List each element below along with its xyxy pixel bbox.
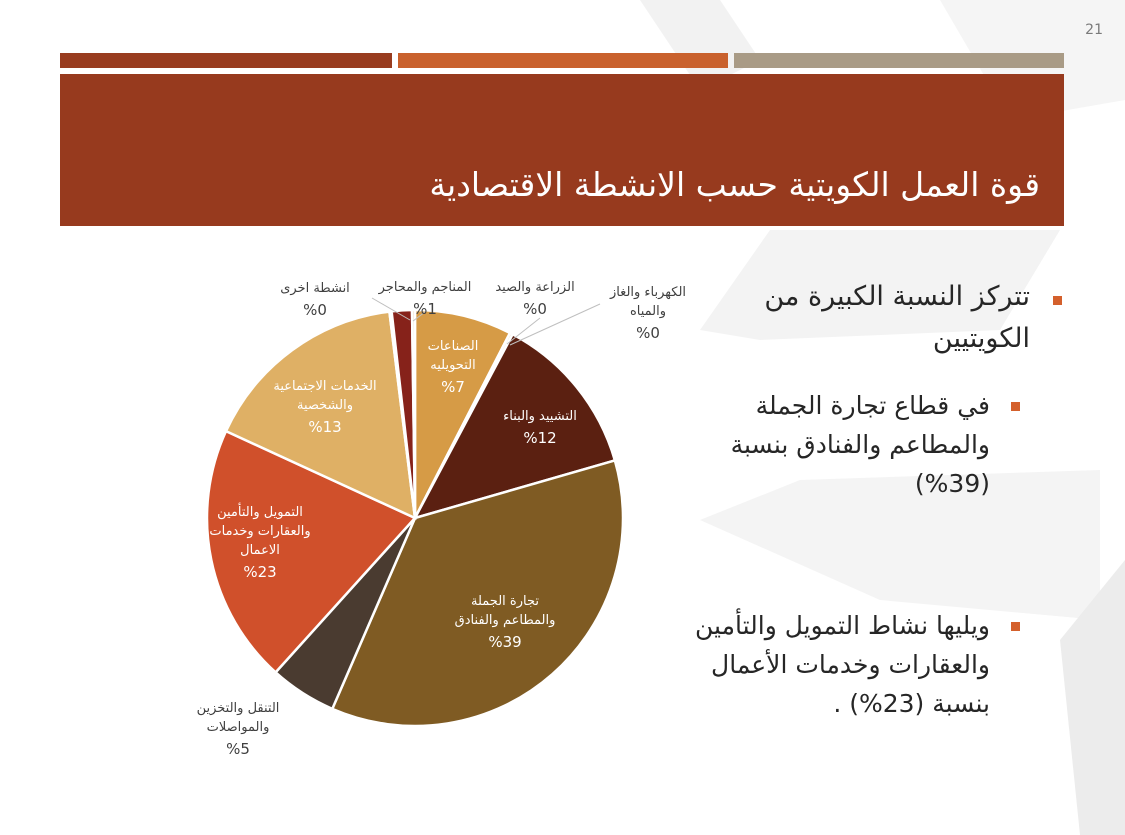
slice-label: تجارة الجملة والمطاعم والفنادق %39 [454,594,556,651]
bullet-text: ويليها نشاط التمويل والتأمين والعقارات وخدمات الأعمال بنسبة (23%) . [695,611,990,718]
slice-label: التشييد والبناء %12 [503,409,577,447]
slice-label: الخدمات الاجتماعية والشخصية %13 [273,379,377,436]
slice-label: التمويل والتأمين والعقارات وخدمات الاعمال %23 [209,505,311,581]
slide-title: قوة العمل الكويتية حسب الانشطة الاقتصادية [429,165,1040,204]
slice-label: الزراعة والصيد %0 [495,280,575,318]
bullet-text: في قطاع تجارة الجملة والمطاعم والفنادق بنسبة (39%) [730,391,990,498]
slice-label: انشطة اخرى %0 [280,281,350,319]
slice-label: الصناعات التحويليه %7 [427,339,479,396]
slice-label: الكهرباء والغاز والمياه %0 [609,285,687,342]
slide-number: 21 [1085,22,1103,38]
slice-label: المناجم والمحاجر %1 [378,280,472,318]
slice-label: التنقل والتخزين والمواصلات %5 [196,701,280,758]
bullet-text: تتركز النسبة الكبيرة من الكويتيين [764,281,1030,354]
